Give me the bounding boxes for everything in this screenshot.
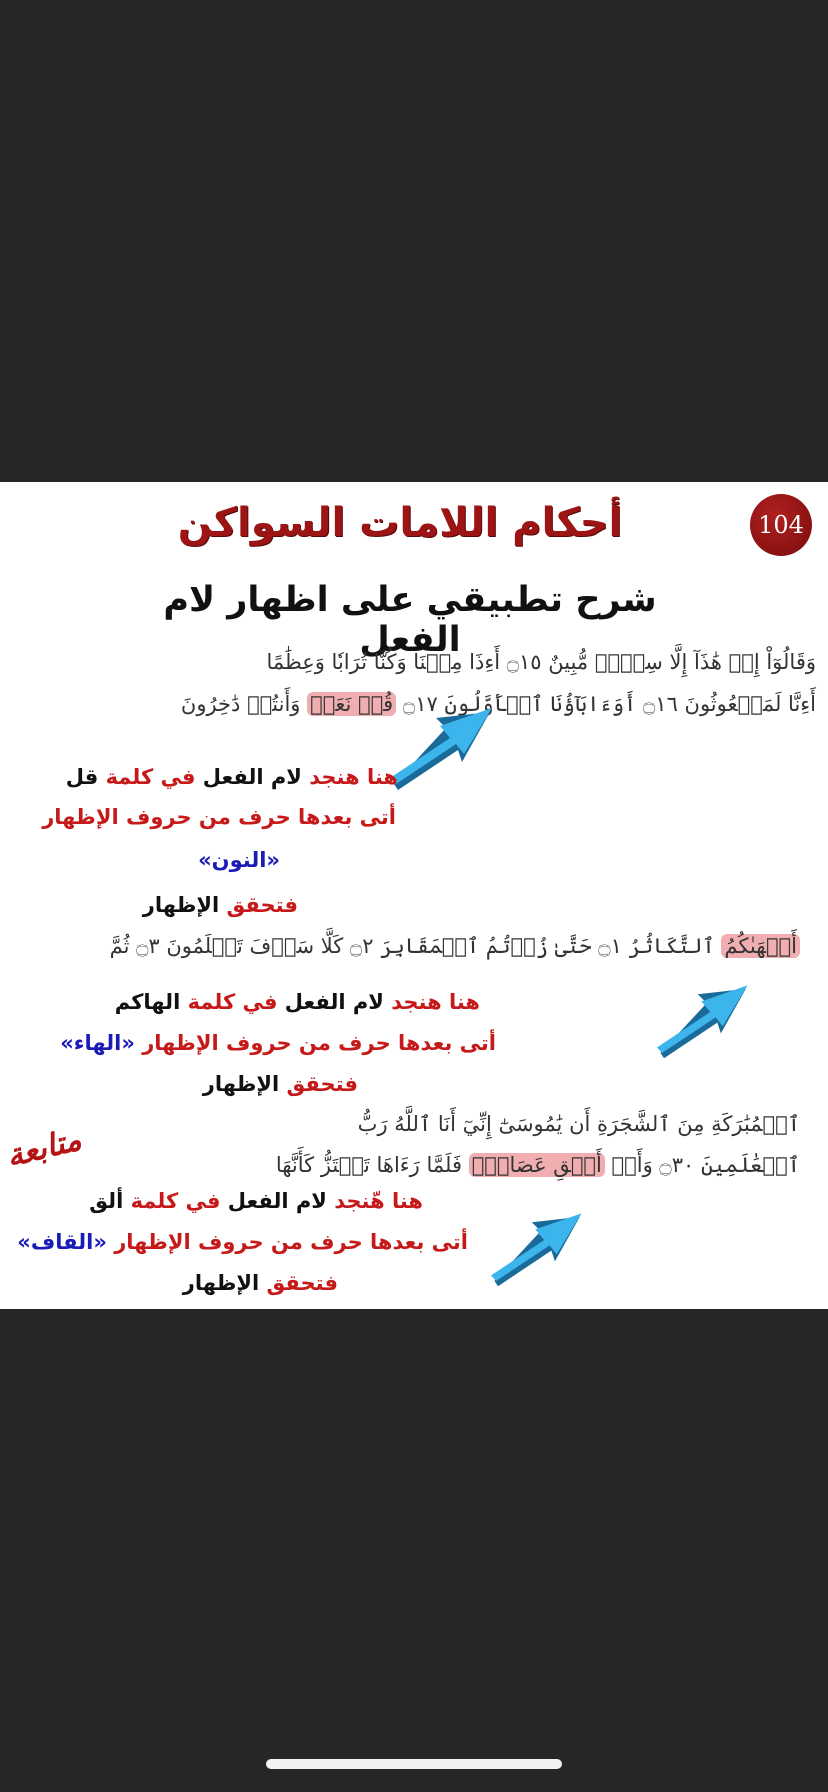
highlighted-word: أَلۡهَىٰكُمُ	[721, 934, 800, 958]
explanation-text: في	[153, 765, 196, 789]
explanation-text: الإظهار	[202, 1072, 280, 1096]
verse-text: وَأَنتُمۡ دَٰخِرُونَ	[180, 692, 308, 716]
explanation-text: «النون»	[198, 848, 280, 872]
verse-text: ٱلۡعَٰلَمِينَ ۝٣٠ وَأَنۡ	[604, 1153, 800, 1177]
explanation-line	[17, 1230, 468, 1254]
explanation-text: هنا هنجد	[301, 765, 398, 789]
explanation-text: هنا هّنجد	[326, 1189, 423, 1213]
explanation-text: لام الفعل	[277, 990, 384, 1014]
explanation-line	[143, 893, 298, 917]
explanation-text: لام الفعل	[195, 765, 302, 789]
explanation-text: فتحقق	[219, 893, 298, 917]
home-indicator[interactable]	[266, 1759, 562, 1769]
highlighted-word: أَلۡقِ عَصَاكَۖ	[469, 1153, 605, 1177]
explanation-text: لام الفعل	[220, 1189, 327, 1213]
explanation-text: في	[235, 990, 278, 1014]
explanation-line	[42, 805, 396, 829]
explanation-text: فتحقق	[279, 1072, 358, 1096]
explanation-text: «الهاء»	[60, 1031, 135, 1055]
explanation-text: كلمة	[98, 765, 154, 789]
verse-text: وَقَالُوٓاْ إِنۡ هَٰذَآ إِلَّا سِحۡرٞ مُّبِينٌ ۝١٥ أَءِذَا مِتۡنَا وَكُنَّا تُرَابٗا وَعِظَٰمًا	[266, 650, 816, 674]
explanation-text: «القاف»	[17, 1230, 107, 1254]
verse-line	[266, 650, 816, 674]
highlighted-word: قُلۡ نَعَمۡ	[307, 692, 396, 716]
verse-line	[276, 1153, 800, 1177]
explanation-text: ألق	[89, 1189, 124, 1213]
explanation-line	[203, 1072, 358, 1096]
explanation-text: الإظهار	[142, 893, 220, 917]
explanation-line	[115, 990, 480, 1014]
explanation-text: أتى بعدها حرف من حروف الإظهار	[42, 805, 396, 829]
explanation-text: قل	[65, 765, 99, 789]
explanation-line	[183, 1271, 338, 1295]
verse-text: ٱلتَّكَاثُرُ ۝١ حَتَّىٰ زُرۡتُمُ ٱلۡمَقَابِرَ ۝٢ كَلَّا سَوۡفَ تَعۡلَمُونَ ۝٣ ثُمَّ	[109, 934, 722, 958]
explanation-line	[89, 1189, 423, 1213]
verse-line	[358, 1112, 800, 1136]
explanation-text: كلمة	[123, 1189, 179, 1213]
explanation-text: أتى بعدها حرف من حروف الإظهار	[134, 1031, 496, 1055]
explanation-line	[198, 848, 280, 872]
page-subtitle: شرح تطبيقي على اظهار لام الفعل	[163, 580, 657, 660]
explanation-text: الإظهار	[182, 1271, 260, 1295]
arrow-icon	[654, 980, 754, 1060]
explanation-text: الهاكم	[114, 990, 181, 1014]
explanation-text: فتحقق	[259, 1271, 338, 1295]
verse-text: ٱلۡمُبَٰرَكَةِ مِنَ ٱلشَّجَرَةِ أَن يَٰمُوسَىٰٓ إِنِّيٓ أَنَا ٱللَّهُ رَبُّ	[357, 1112, 800, 1136]
explanation-text: كلمة	[180, 990, 236, 1014]
page-number-badge	[750, 494, 812, 556]
explanation-text: في	[178, 1189, 221, 1213]
arrow-icon	[488, 1208, 588, 1288]
followup-label: متابعة	[2, 1121, 85, 1175]
lesson-card	[0, 482, 828, 1309]
explanation-text: أتى بعدها حرف من حروف الإظهار	[106, 1230, 468, 1254]
page-title: أحكام اللامات السواكن	[177, 500, 623, 546]
explanation-line	[60, 1031, 496, 1055]
explanation-line	[66, 765, 398, 789]
verse-text: فَلَمَّا رَءَاهَا تَهۡتَزُّ كَأَنَّهَا	[275, 1153, 469, 1177]
verse-line	[181, 692, 816, 716]
arrow-icon	[388, 702, 498, 792]
explanation-text: هنا هنجد	[383, 990, 480, 1014]
verse-text: أَءِنَّا لَمَبۡعُوثُونَ ۝١٦ أَوَءَابَآؤُنَا ٱلۡأَوَّلُونَ ۝١٧	[396, 692, 816, 716]
verse-line	[110, 934, 800, 958]
page-number: 104	[758, 511, 804, 539]
